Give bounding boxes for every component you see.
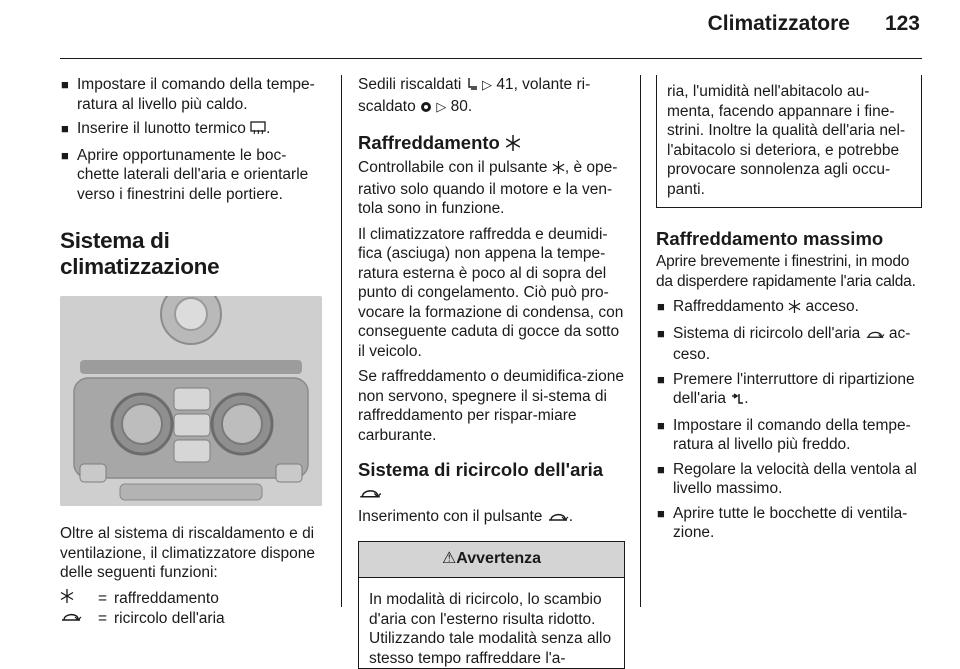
heating-steps-list: [60, 75, 325, 204]
list-item: ■ Aprire tutte le bocchette di ventila-zione.: [656, 504, 922, 543]
list-item: ■ Regolare la velocità della ventola al livello massimo.: [656, 460, 922, 499]
seats-note: Sedili riscaldati ▷ 41, volante ri-scaldato ▷ 80.: [358, 75, 625, 118]
column-3: [656, 75, 922, 548]
list-item: ■ Impostare il comando della tempe-ratura al livello più caldo.: [60, 75, 325, 114]
column-2: [358, 75, 625, 669]
recirculation-icon: [547, 509, 569, 529]
recirculation-heading: Sistema di ricircolo dell'aria: [358, 459, 625, 505]
heated-seat-icon: [466, 77, 478, 97]
recirculation-icon: [60, 609, 98, 629]
section-title: Sistema di climatizzazione: [60, 228, 325, 280]
rear-window-heater-icon: [250, 121, 266, 141]
column-divider-2: [640, 75, 641, 607]
recirculation-paragraph: Inserimento con il pulsante .: [358, 507, 625, 529]
air-distribution-icon: [730, 391, 744, 411]
warning-header: ⚠Avvertenza: [359, 542, 624, 579]
legend-row-cooling: = raffreddamento: [60, 589, 325, 609]
warning-body: In modalità di ricircolo, lo scambio d'aria con l'esterno risulta ridotto. Utilizzando tale modalità senza allo stesso tempo raffreddare l'a-: [359, 578, 624, 668]
cooling-paragraph-3: Se raffreddamento o deumidifica-zione non servono, spegnere il si-stema di raffreddamento per rispar-miare carburante.: [358, 367, 625, 445]
cooling-paragraph-2: Il climatizzatore raffredda e deumidi-fica (asciuga) non appena la tempe-ratura esterna è poco al di sopra del punto di congelamento. Ciò può pro-vocare la formazione di condensa, con conseguente caduta di gocce da sotto il veicolo.: [358, 225, 625, 362]
snowflake-icon: [788, 299, 801, 319]
list-item: ■ Aprire opportunamente le boc-chette laterali dell'aria e orientarle verso i finestrini delle portiere.: [60, 146, 325, 205]
legend-row-recirculation: = ricircolo dell'aria: [60, 609, 325, 629]
max-cooling-intro: Aprire brevemente i finestrini, in modo da disperdere rapidamente l'aria calda.: [656, 252, 922, 291]
recirculation-icon: [358, 483, 382, 505]
page-number: 123: [885, 14, 920, 34]
warning-box: [358, 541, 625, 669]
snowflake-icon: [552, 160, 565, 180]
column-1: [60, 75, 325, 630]
arrow-reference-icon: ▷: [482, 77, 492, 92]
header-divider: [60, 58, 922, 59]
intro-text: Oltre al sistema di riscaldamento e di ventilazione, il climatizzatore dispone delle seguenti funzioni:: [60, 524, 325, 583]
warning-box-continuation: ria, l'umidità nell'abitacolo au-menta, facendo appannare i fine-strini. Inoltre la qualità dell'aria nel-l'abitacolo si deteriora, e potrebbe provocare sonnolenza agli occu-panti.: [656, 75, 922, 208]
heated-steering-wheel-icon: [420, 99, 432, 119]
max-cooling-heading: Raffreddamento massimo: [656, 228, 922, 250]
list-item: ■ Inserire il lunotto termico .: [60, 119, 325, 141]
page-title: Climatizzatore: [708, 14, 850, 34]
list-item: ■ Raffreddamento acceso.: [656, 297, 922, 319]
cooling-heading: Raffreddamento: [358, 132, 625, 156]
max-cooling-steps: [656, 297, 922, 543]
warning-icon: ⚠: [442, 550, 456, 567]
column-divider-1: [341, 75, 342, 607]
list-item: ■ Impostare il comando della tempe-ratura al livello più freddo.: [656, 416, 922, 455]
recirculation-icon: [865, 326, 885, 346]
climate-control-panel-illustration: [60, 296, 322, 506]
snowflake-icon: [505, 134, 521, 156]
arrow-reference-icon: ▷: [436, 99, 446, 114]
snowflake-icon: [60, 589, 98, 609]
list-item: ■ Premere l'interruttore di ripartizione dell'aria .: [656, 370, 922, 411]
list-item: ■ Sistema di ricircolo dell'aria ac-ceso.: [656, 324, 922, 365]
cooling-paragraph-1: Controllabile con il pulsante , è ope-rativo solo quando il motore e la ven-tola sono in funzione.: [358, 158, 625, 219]
